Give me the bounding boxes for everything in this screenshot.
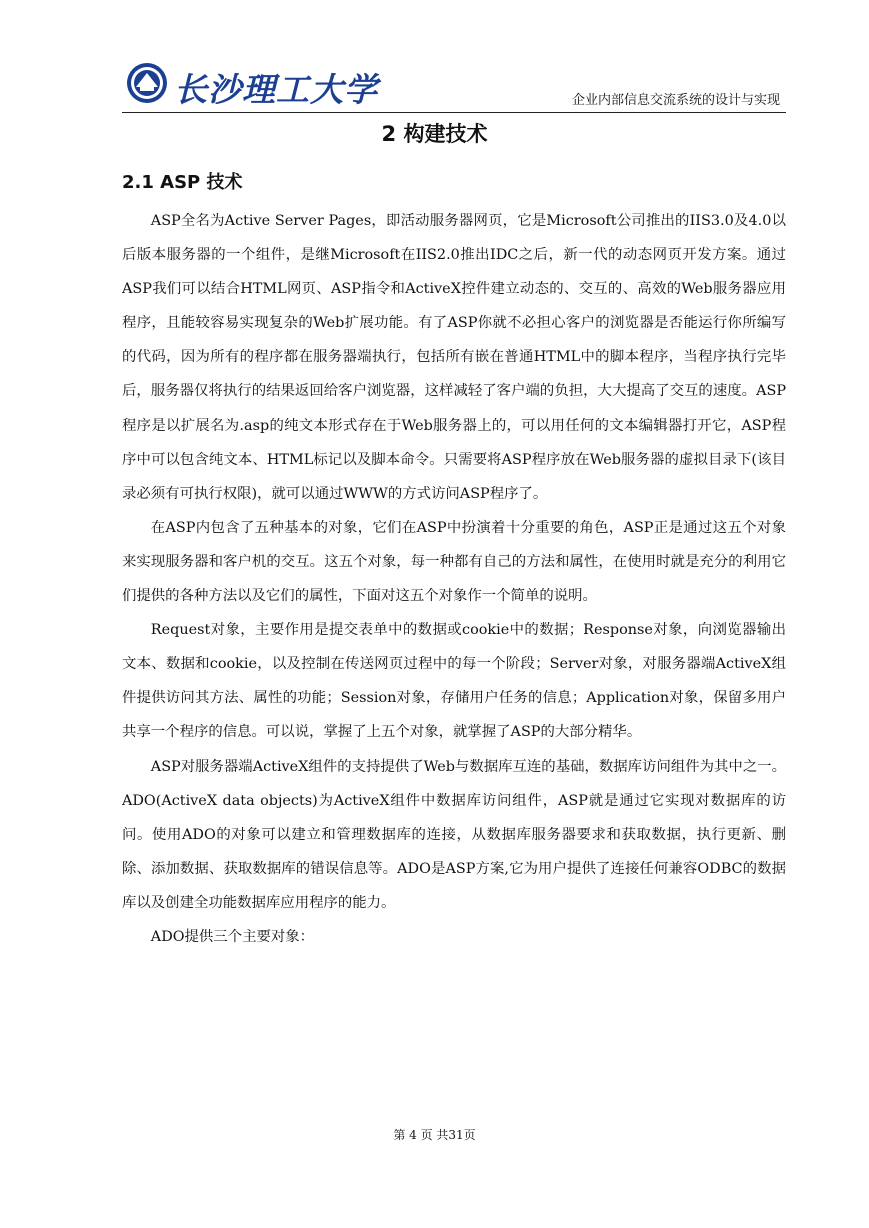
- section-title: 2.1 ASP 技术: [122, 172, 243, 193]
- university-name-logo: 长沙理工大学: [174, 70, 378, 109]
- page-header: [122, 58, 786, 113]
- paragraph: Request对象，主要作用是提交表单中的数据或cookie中的数据；Response对象，向浏览器输出文本、数据和cookie，以及控制在传送网页过程中的每一个阶段；Server对象，对服务器端ActiveX组件提供访问其方法、属性的功能；Session对象，存储用户任务的信息；Application对象，保留多用户共享一个程序的信息。可以说，掌握了上五个对象，就掌握了ASP的大部分精华。: [122, 622, 786, 741]
- page-footer: 第 4 页 共31页: [393, 1128, 476, 1142]
- body-text: [122, 204, 786, 954]
- paragraph: 在ASP内包含了五种基本的对象，它们在ASP中扮演着十分重要的角色，ASP正是通过这五个对象来实现服务器和客户机的交互。这五个对象，每一种都有自己的方法和属性，在使用时就是充分的利用它们提供的各种方法以及它们的属性，下面对这五个对象作一个简单的说明。: [122, 519, 786, 605]
- document-title: 企业内部信息交流系统的设计与实现: [571, 93, 780, 108]
- paragraph: ASP全名为Active Server Pages，即活动服务器网页，它是Microsoft公司推出的IIS3.0及4.0以后版本服务器的一个组件，是继Microsoft在IIS2.0推出IDC之后，新一代的动态网页开发方案。通过ASP我们可以结合HTML网页、ASP指令和ActiveX控件建立动态的、交互的、高效的Web服务器应用程序，且能较容易实现复杂的Web扩展功能。有了ASP你就不必担心客户的浏览器是否能运行你所编写的代码，因为所有的程序都在服务器端执行，包括所有嵌在普通HTML中的脚本程序，当程序执行完毕后，服务器仅将执行的结果返回给客户浏览器，这样减轻了客户端的负担，大大提高了交互的速度。ASP程序是以扩展名为.asp的纯文本形式存在于Web服务器上的，可以用任何的文本编辑器打开它，ASP程序中可以包含纯文本、HTML标记以及脚本命令。只需要将ASP程序放在Web服务器的虚拟目录下(该目录必须有可执行权限)，就可以通过WWW的方式访问ASP程序了。: [122, 213, 786, 502]
- chapter-title: 2 构建技术: [381, 122, 488, 146]
- university-emblem-icon: [126, 62, 168, 104]
- paragraph: ADO提供三个主要对象：: [150, 928, 315, 945]
- paragraph: ASP对服务器端ActiveX组件的支持提供了Web与数据库互连的基础，数据库访问组件为其中之一。ADO(ActiveX data objects)为ActiveX组件中数据库访问组件，ASP就是通过它实现对数据库的访问。使用ADO的对象可以建立和管理数据库的连接，从数据库服务器要求和获取数据，执行更新、删除、添加数据、获取数据库的错误信息等。ADO是ASP方案,它为用户提供了连接任何兼容ODBC的数据库以及创建全功能数据库应用程序的能力。: [122, 758, 786, 911]
